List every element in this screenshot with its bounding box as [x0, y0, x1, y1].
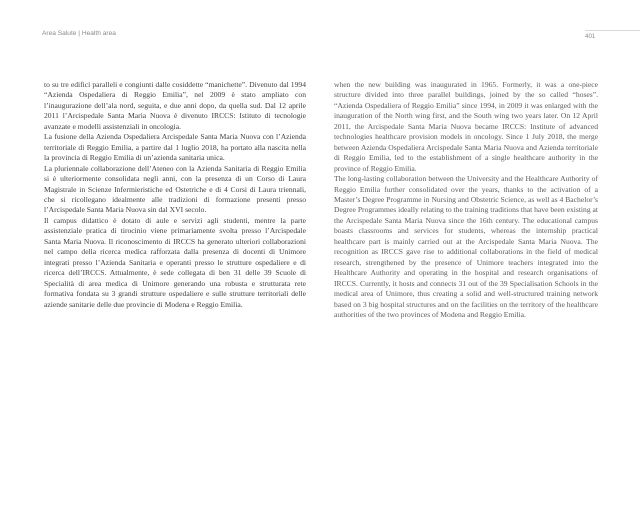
running-header-section-title: Area Salute | Health area — [42, 30, 116, 37]
english-text-column — [334, 80, 598, 320]
paragraph: La fusione della Azienda Ospedaliera Arcispedale Santa Maria Nuova con l’Azienda territoriale di Reggio Emilia, a partire dal 1 luglio 2018, ha portato alla nascita nella la provincia di Reggio Emilia di un’azienda sanitaria unica. — [44, 132, 306, 163]
italian-text-column — [44, 80, 306, 310]
paragraph: La pluriennale collaborazione dell’Ateneo con la Azienda Sanitaria di Reggio Emilia si è ulteriormente consolidata negli anni, con la presenza di un Corso di Laura Magistrale in Scienze Infermieristiche ed Ostetriche e di 4 Corsi di Laura triennali, che si ricollegano idealmente alle tradizioni di formazione presenti presso l’Arcispedale Santa Maria Nuova sin dal XVI secolo. — [44, 163, 306, 215]
paragraph: to su tre edifici paralleli e congiunti dalle cosiddette “manichette”. Divenuto dal 1994 “Azienda Ospedaliera di Reggio Emilia”, nel 2009 è stato ampliato con l’inaugurazione dell’ala nord, seguita, e due anni dopo, da quella sud. Dal 12 aprile 2011 l’Arcispedale Santa Maria Nuova è divenuto IRCCS: Istituto di tecnologie avanzate e modelli assistenziali in oncologia. — [44, 80, 306, 131]
page-number: 401 — [585, 33, 596, 40]
paragraph: when the new building was inaugurated in 1965. Formerly, it was a one-piece structure divided into three parallel buildings, joined by the so called “hoses”. “Azienda Ospedaliera of Reggio Emilia” since 1994, in 2009 it was enlarged with the inauguration of the North wing first, and the South wing two years later. On 12 April 2011, the Arcispedale Santa Maria Nuova became IRCCS: Institute of advanced technologies healthcare provision models in oncology. Since 1 July 2018, the merge between Azienda Ospedaliera Arcispedale Santa Maria Nuova and Azienda territoriale di Reggio Emilia, led to the establishment of a single healthcare authority in the province of Reggio Emilia. — [334, 80, 598, 173]
paragraph: Il campus didattico è dotato di aule e servizi agli studenti, mentre la parte assistenziale pratica di tirocinio viene primariamente svolta presso l’Arcispedale Santa Maria Nuova. Il riconoscimento di IRCCS ha generato ulteriori collaborazioni nel campo della ricerca medica rafforzata dalla presenza di docenti di Unimore integrati presso l’Azienda Sanitaria e operanti presso le strutture ospedaliere e di ricerca dell’IRCCS. Attualmente, è sede collegata di ben 31 delle 39 Scuole di Specialità di area medica di Unimore generando una robusta e strutturata rete formativa fondata su 3 grandi strutture ospedaliere e sulle strutture territoriali delle aziende sanitarie delle due provincie di Modena e Reggio Emilia. — [44, 215, 306, 309]
header-rule-divider — [585, 30, 640, 31]
paragraph: The long-lasting collaboration between the University and the Healthcare Authority of Reggio Emilia further consolidated over the years, thanks to the activation of a Master’s Degree Programme in Nursing and Obstetric Science, as well as 4 Bachelor’s Degree Programmes ideally relating to the training traditions that have been existing at the Arcispedale Santa Maria Nuova since the 16th century. The educational campus boasts classrooms and services for students, whereas the internship practical healthcare part is mainly carried out at the Arcispedale Santa Maria Nuova. The recognition as IRCCS gave rise to additional collaborations in the field of medical research, strengthened by the presence of Unimore teachers integrated into the Healthcare Authority and operating in the hospital and research organisations of IRCCS. Currently, it hosts and connects 31 out of the 39 Specialisation Schools in the medical area of Unimore, thus creating a solid and well-structured training network based on 3 big hospital structures and on the facilities on the territory of the healthcare authorities of the two provinces of Modena and Reggio Emilia. — [334, 174, 599, 319]
